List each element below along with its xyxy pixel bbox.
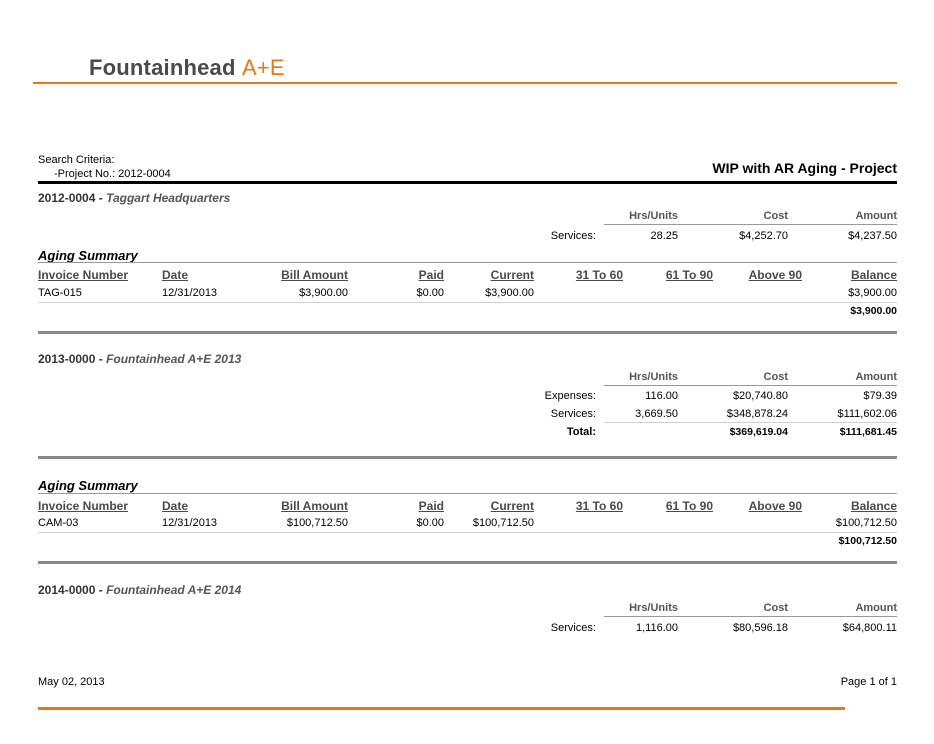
col-current: Current — [490, 268, 534, 282]
logo-accent-text: A+E — [241, 55, 285, 80]
invoice-current: $3,900.00 — [485, 287, 534, 299]
project-divider — [38, 561, 897, 564]
invoice-number: CAM-03 — [38, 517, 79, 529]
invoice-number: TAG-015 — [38, 287, 82, 299]
project-heading — [38, 191, 230, 205]
wip-row-cost: $4,252.70 — [739, 230, 788, 242]
project-heading — [38, 583, 241, 597]
wip-total-rule — [604, 422, 897, 423]
project-name: Taggart Headquarters — [106, 191, 231, 205]
aging-title-rule — [38, 262, 897, 263]
balance-total: $100,712.50 — [838, 535, 897, 547]
wip-row-hrs: 28.25 — [650, 230, 678, 242]
aging-summary-title: Aging Summary — [38, 248, 138, 263]
footer-date: May 02, 2013 — [38, 676, 105, 688]
invoice-balance: $100,712.50 — [835, 517, 897, 529]
invoice-bill-amount: $3,900.00 — [299, 287, 348, 299]
wip-header-amount: Amount — [855, 602, 897, 614]
wip-row-cost: $20,740.80 — [732, 390, 788, 402]
wip-row-hrs: 116.00 — [645, 390, 678, 402]
wip-header-hrs: Hrs/Units — [629, 371, 678, 383]
project-divider — [38, 456, 897, 459]
wip-row-hrs: 1,116.00 — [635, 622, 678, 634]
invoice-row-rule — [38, 532, 897, 533]
wip-header-rule — [604, 616, 897, 617]
header-rule — [33, 82, 897, 84]
col-above-90: Above 90 — [748, 268, 802, 282]
wip-row-amount: $4,237.50 — [848, 230, 897, 242]
wip-header-cost: Cost — [763, 602, 788, 614]
wip-row-amount: $79.39 — [863, 390, 897, 402]
balance-total: $3,900.00 — [850, 305, 897, 317]
col-balance: Balance — [850, 268, 897, 282]
wip-header-amount: Amount — [855, 371, 897, 383]
project-name: Fountainhead A+E 2014 — [106, 583, 242, 597]
project-separator: - — [95, 583, 107, 597]
wip-header-amount: Amount — [855, 210, 897, 222]
search-criteria-project: -Project No.: 2012-0004 — [54, 168, 171, 180]
project-divider — [38, 331, 897, 334]
project-code: 2013-0000 — [38, 352, 96, 366]
col-above-90: Above 90 — [748, 499, 802, 513]
title-rule — [38, 181, 897, 184]
wip-row-label: Services: — [550, 622, 596, 634]
wip-header-rule — [604, 224, 897, 225]
wip-row-hrs: 3,669.50 — [635, 408, 678, 420]
logo-text: Fountainhead — [89, 55, 236, 80]
wip-row-label: Expenses: — [544, 390, 596, 402]
wip-header-cost: Cost — [763, 210, 788, 222]
invoice-date: 12/31/2013 — [162, 287, 218, 299]
wip-header-hrs: Hrs/Units — [629, 602, 678, 614]
wip-total-amount: $111,681.45 — [839, 426, 897, 438]
wip-header-rule — [604, 385, 897, 386]
invoice-paid: $0.00 — [416, 517, 444, 529]
invoice-paid: $0.00 — [416, 287, 444, 299]
search-criteria-label: Search Criteria: — [38, 154, 115, 166]
col-31-to-60: 31 To 60 — [575, 499, 623, 513]
wip-row-cost: $80,596.18 — [732, 622, 788, 634]
invoice-balance: $3,900.00 — [848, 287, 897, 299]
invoice-row-rule — [38, 302, 897, 303]
invoice-current: $100,712.50 — [472, 517, 534, 529]
col-date: Date — [162, 268, 189, 282]
wip-header-cost: Cost — [763, 371, 788, 383]
wip-total-label: Total: — [566, 426, 596, 438]
wip-total-cost: $369,619.04 — [729, 426, 788, 438]
col-invoice-number: Invoice Number — [38, 268, 129, 282]
report-title: WIP with AR Aging - Project — [712, 160, 897, 176]
wip-row-label: Services: — [550, 408, 596, 420]
project-heading — [38, 352, 241, 366]
wip-row-label: Services: — [550, 230, 596, 242]
wip-header-hrs: Hrs/Units — [629, 210, 678, 222]
wip-row-amount: $64,800.11 — [842, 622, 897, 634]
wip-row-cost: $348,878.24 — [726, 408, 788, 420]
col-date: Date — [162, 499, 189, 513]
col-balance: Balance — [850, 499, 897, 513]
wip-row-amount: $111,602.06 — [837, 408, 897, 420]
col-paid: Paid — [418, 268, 444, 282]
col-current: Current — [490, 499, 534, 513]
aging-title-rule — [38, 493, 897, 494]
project-code: 2014-0000 — [38, 583, 96, 597]
project-separator: - — [95, 191, 107, 205]
col-invoice-number: Invoice Number — [38, 499, 129, 513]
footer-page-number: Page 1 of 1 — [840, 676, 897, 688]
aging-summary-title: Aging Summary — [38, 478, 138, 493]
col-paid: Paid — [418, 499, 444, 513]
invoice-date: 12/31/2013 — [162, 517, 218, 529]
invoice-bill-amount: $100,712.50 — [286, 517, 348, 529]
project-code: 2012-0004 — [38, 191, 96, 205]
project-separator: - — [95, 352, 107, 366]
col-61-to-90: 61 To 90 — [665, 499, 713, 513]
col-bill-amount: Bill Amount — [281, 499, 348, 513]
project-name: Fountainhead A+E 2013 — [106, 352, 242, 366]
footer-rule — [38, 707, 845, 710]
col-61-to-90: 61 To 90 — [665, 268, 713, 282]
col-bill-amount: Bill Amount — [281, 268, 348, 282]
col-31-to-60: 31 To 60 — [575, 268, 623, 282]
company-logo — [89, 55, 285, 81]
